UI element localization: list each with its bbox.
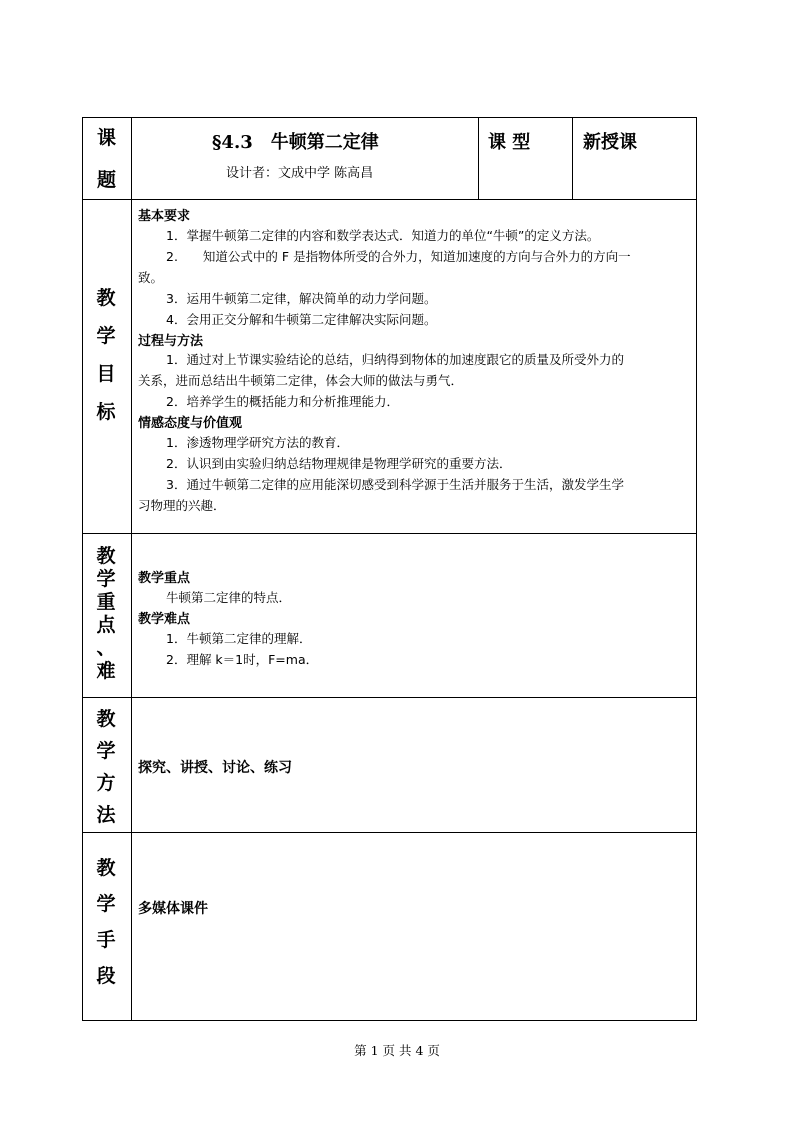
focus-item: 牛顿第二定律的特点． bbox=[166, 590, 292, 605]
basic-item: 致。 bbox=[138, 270, 164, 285]
teaching-methods-value: 探究、讲授、讨论、练习 bbox=[138, 760, 292, 776]
topic-label-2: 题 bbox=[96, 169, 116, 191]
means-label-char: 学 bbox=[96, 893, 116, 915]
basic-item: 3．运用牛顿第二定律，解决简单的动力学问题。 bbox=[166, 291, 437, 306]
teaching-means-value: 多媒体课件 bbox=[138, 901, 208, 917]
objectives-label-char: 学 bbox=[96, 325, 116, 347]
key-points-label-char: 、 bbox=[96, 637, 116, 659]
topic-label-1: 课 bbox=[96, 127, 116, 149]
process-item: 1．通过对上节课实验结论的总结，归纳得到物体的加速度跟它的质量及所受外力的 bbox=[166, 352, 624, 367]
methods-label-char: 教 bbox=[96, 708, 116, 730]
row-separator-3 bbox=[82, 697, 697, 698]
emotion-item: 习物理的兴趣． bbox=[138, 498, 226, 513]
basic-item: 4．会用正交分解和牛顿第二定律解决实际问题。 bbox=[166, 312, 437, 327]
lesson-type-label: 课 型 bbox=[488, 132, 531, 153]
key-points-label-char: 学 bbox=[96, 568, 116, 590]
emotion-item: 1．渗透物理学研究方法的教育． bbox=[166, 435, 349, 450]
methods-label-char: 方 bbox=[96, 772, 116, 794]
table-border-right bbox=[696, 117, 697, 1021]
methods-label-char: 学 bbox=[96, 740, 116, 762]
key-points-label-char: 重 bbox=[96, 591, 116, 613]
emotion-item: 2．认识到由实验归纳总结物理规律是物理学研究的重要方法． bbox=[166, 456, 512, 471]
process-item: 关系，进而总结出牛顿第二定律，体会大师的做法与勇气． bbox=[138, 373, 464, 388]
difficulty-item: 1．牛顿第二定律的理解． bbox=[166, 631, 312, 646]
row-separator-1 bbox=[82, 199, 697, 200]
emotion-item: 3．通过牛顿第二定律的应用能深切感受到科学源于生活并服务于生活，激发学生学 bbox=[166, 477, 624, 492]
page-number-footer: 第 1 页 共 4 页 bbox=[354, 1043, 440, 1058]
difficulty-item: 2．理解 k＝1时，F=ma． bbox=[166, 652, 319, 667]
row-separator-2 bbox=[82, 533, 697, 534]
basic-item: 2. 知道公式中的 F 是指物体所受的合外力，知道加速度的方向与合外力的方向一 bbox=[166, 249, 631, 264]
table-border-bottom bbox=[82, 1020, 697, 1021]
key-points-label-char: 点 bbox=[96, 614, 116, 636]
means-row-label bbox=[82, 853, 130, 997]
designer-credit: 设计者：文成中学 陈高昌 bbox=[226, 166, 374, 181]
key-points-label-char: 教 bbox=[96, 545, 116, 567]
objectives-label-char: 教 bbox=[96, 287, 116, 309]
process-item: 2．培养学生的概括能力和分析推理能力． bbox=[166, 394, 399, 409]
lesson-title: §4.3 牛顿第二定律 bbox=[212, 132, 379, 153]
lesson-type-value: 新授课 bbox=[583, 132, 637, 153]
objectives-label-char: 目 bbox=[96, 363, 116, 385]
process-methods-heading: 过程与方法 bbox=[138, 334, 204, 349]
label-column-divider bbox=[131, 117, 132, 1021]
methods-row-label bbox=[82, 704, 130, 832]
row-separator-4 bbox=[82, 832, 697, 833]
key-points-label-char: 难 bbox=[96, 660, 116, 682]
emotion-values-heading: 情感态度与价值观 bbox=[138, 416, 243, 431]
key-points-row-label bbox=[82, 541, 130, 682]
means-label-char: 手 bbox=[96, 929, 116, 951]
header-divider-2 bbox=[572, 117, 573, 199]
focus-heading: 教学重点 bbox=[138, 571, 191, 586]
objectives-label-char: 标 bbox=[96, 401, 116, 423]
means-label-char: 教 bbox=[96, 857, 116, 879]
header-divider-1 bbox=[478, 117, 479, 199]
methods-label-char: 法 bbox=[96, 804, 116, 826]
difficulty-heading: 教学难点 bbox=[138, 612, 191, 627]
basic-requirements-heading: 基本要求 bbox=[138, 209, 191, 224]
basic-item: 1．掌握牛顿第二定律的内容和数学表达式．知道力的单位“牛顿”的定义方法。 bbox=[166, 228, 600, 243]
objectives-row-label bbox=[82, 283, 130, 435]
means-label-char: 段 bbox=[96, 965, 116, 987]
table-border-top bbox=[82, 117, 697, 118]
